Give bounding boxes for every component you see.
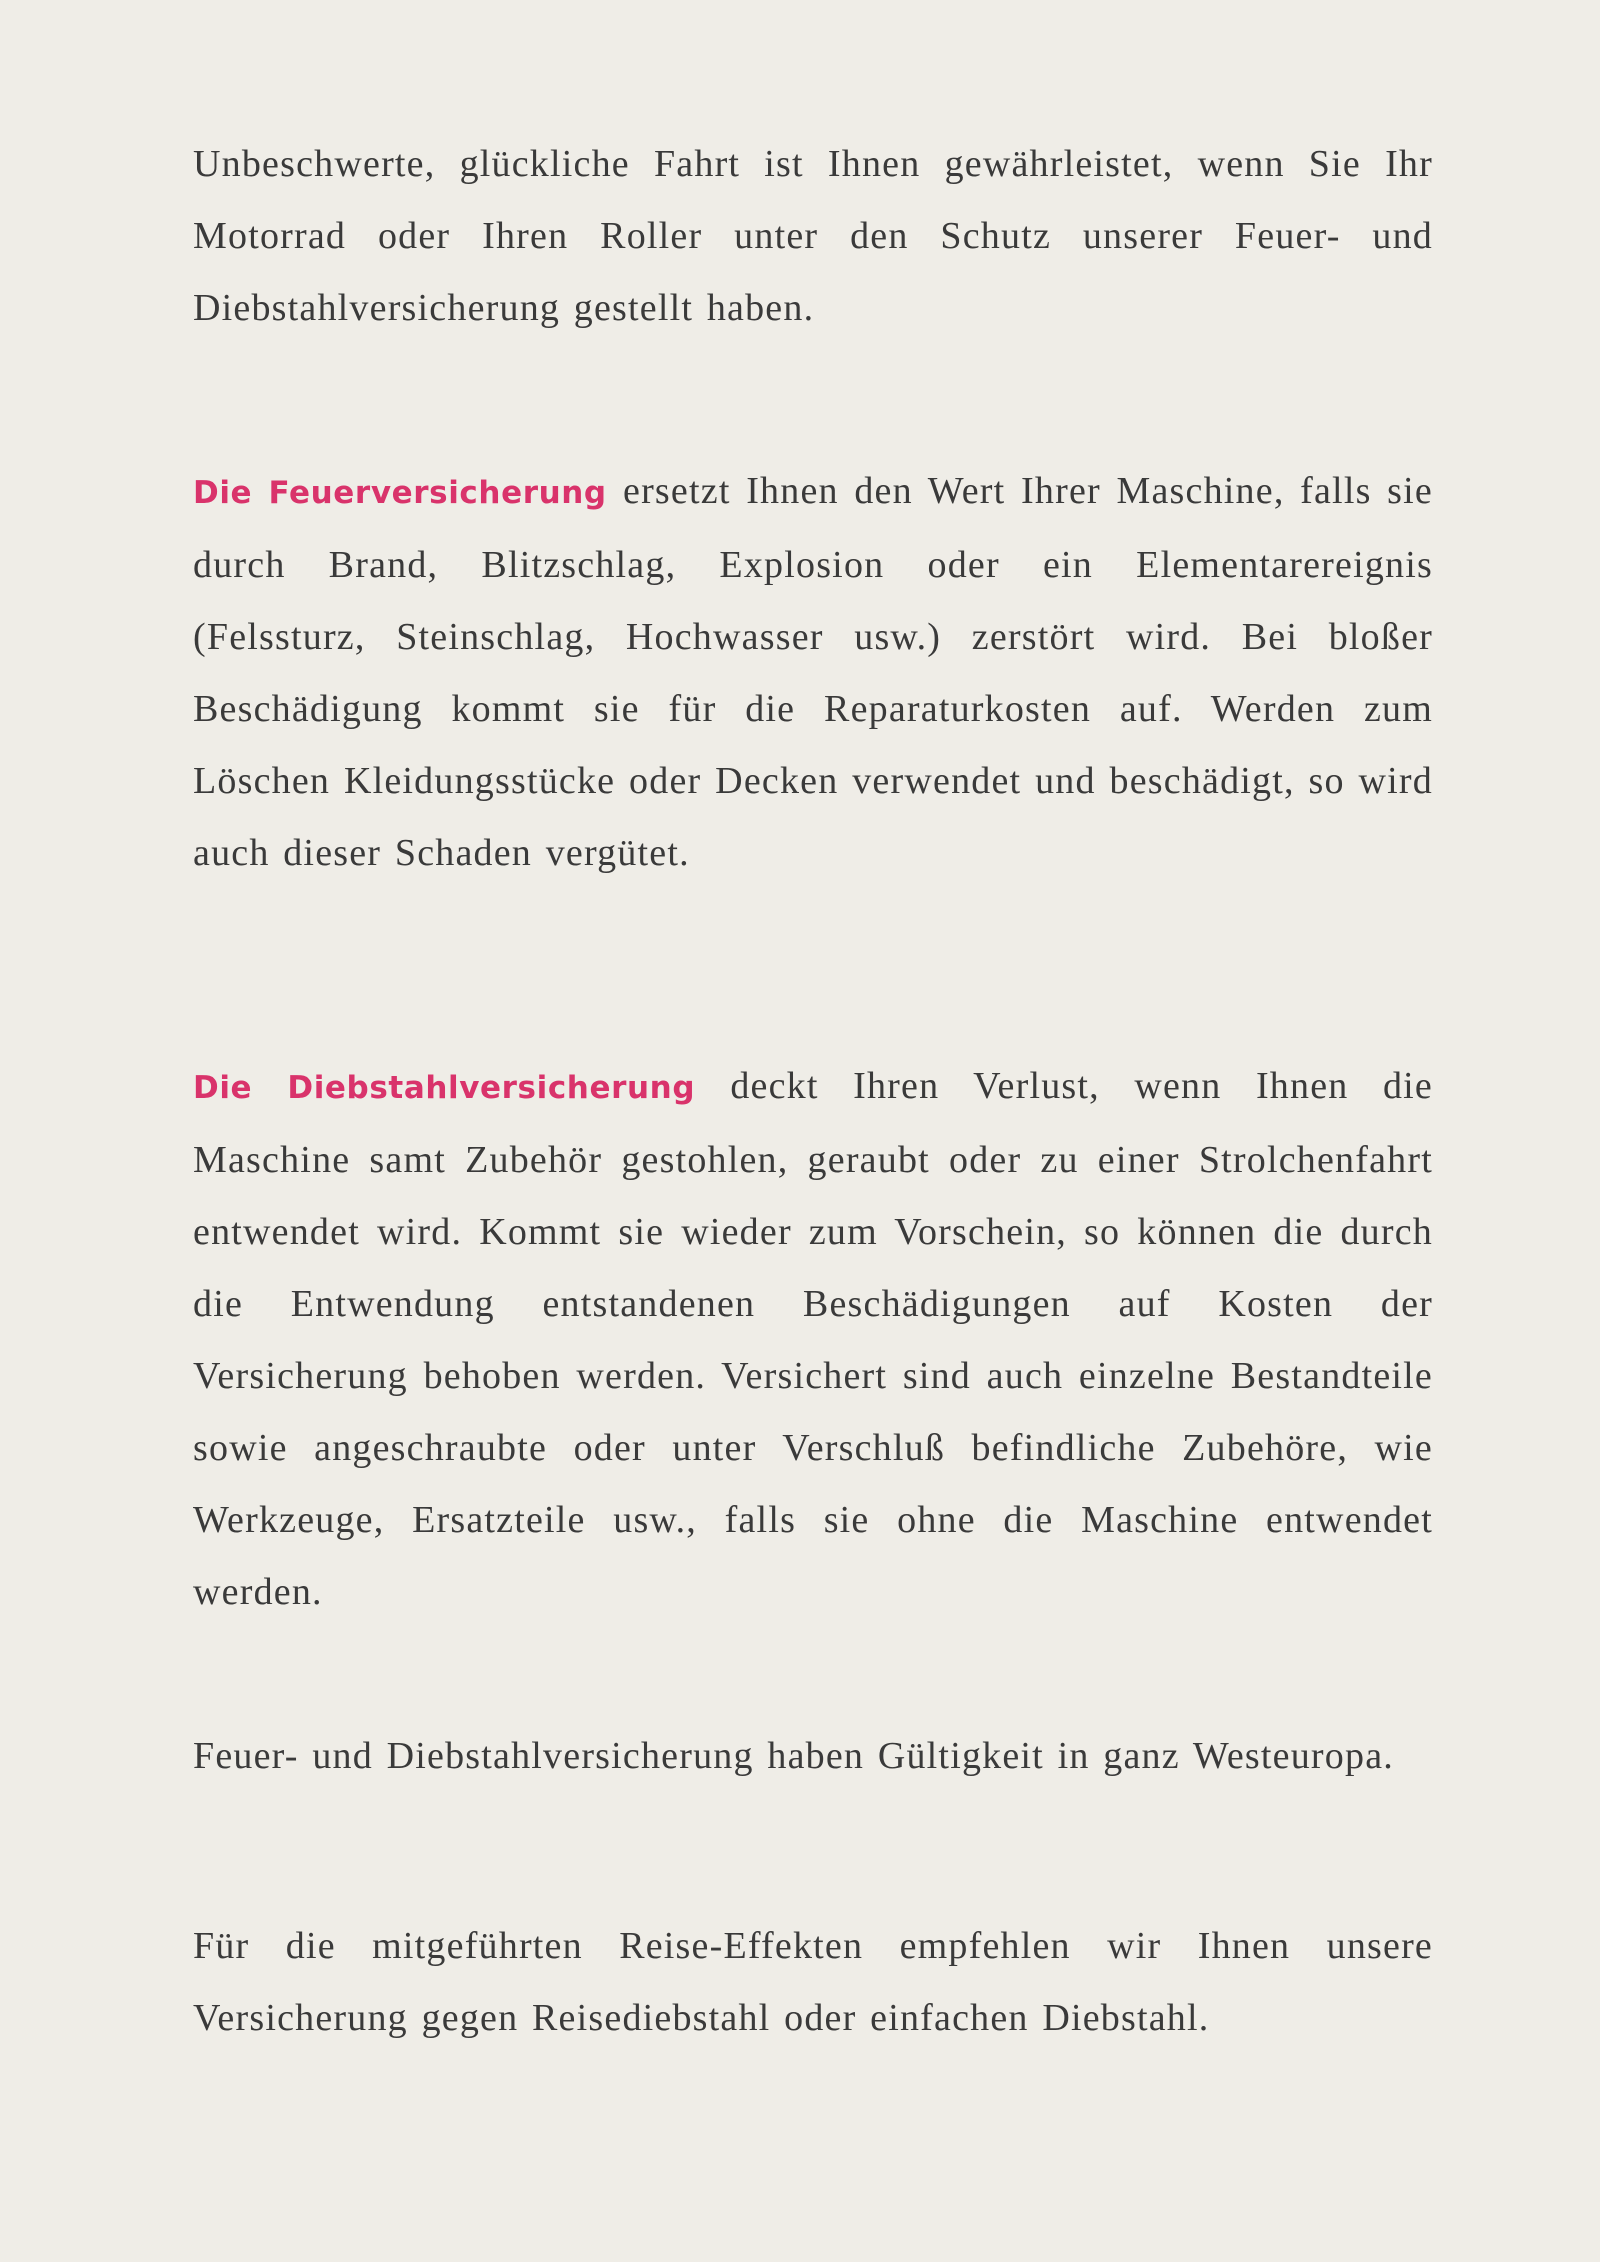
intro-paragraph: [193, 128, 1433, 344]
fire-insurance-paragraph: [193, 455, 1433, 889]
theft-insurance-paragraph: [193, 1050, 1433, 1628]
theft-insurance-text: deckt Ihren Verlust, wenn Ihnen die Maschine samt Zubehör gestohlen, geraubt oder zu einer Strolchenfahrt entwendet wird. Kommt sie wieder zum Vorschein, so können die durch die Entwendung entstandenen Beschädigungen auf Kosten der Versicherung behoben werden. Versichert sind auch einzelne Bestandteile sowie angeschraubte oder unter Verschluß befindliche Zubehöre, wie Werkzeuge, Ersatzteile usw., falls sie ohne die Maschine entwendet werden.: [193, 1065, 1433, 1613]
validity-paragraph: [193, 1720, 1433, 1792]
fire-insurance-heading: Die Feuerversicherung: [193, 475, 624, 511]
fire-insurance-text: ersetzt Ihnen den Wert Ihrer Maschine, falls sie durch Brand, Blitzschlag, Explosion oder ein Elementarereignis (Felssturz, Steinschlag, Hochwasser usw.) zerstört wird. Bei bloßer Beschädigung kommt sie für die Reparaturkosten auf. Werden zum Löschen Kleidungsstücke oder Decken verwendet und beschädigt, so wird auch dieser Schaden vergütet.: [193, 470, 1433, 874]
travel-effects-paragraph: [193, 1910, 1433, 2054]
validity-text: Feuer- und Diebstahlversicherung haben Gültigkeit in ganz Westeuropa.: [193, 1735, 1394, 1777]
intro-text: Unbeschwerte, glückliche Fahrt ist Ihnen gewährleistet, wenn Sie Ihr Motorrad oder Ihren Roller unter den Schutz unserer Feuer- und Diebstahlversicherung gestellt haben.: [193, 143, 1433, 329]
travel-effects-text: Für die mitgeführten Reise-Effekten empfehlen wir Ihnen unsere Versicherung gegen Reisediebstahl oder einfachen Diebstahl.: [193, 1925, 1433, 2039]
theft-insurance-heading: Die Diebstahlversicherung: [193, 1070, 731, 1106]
